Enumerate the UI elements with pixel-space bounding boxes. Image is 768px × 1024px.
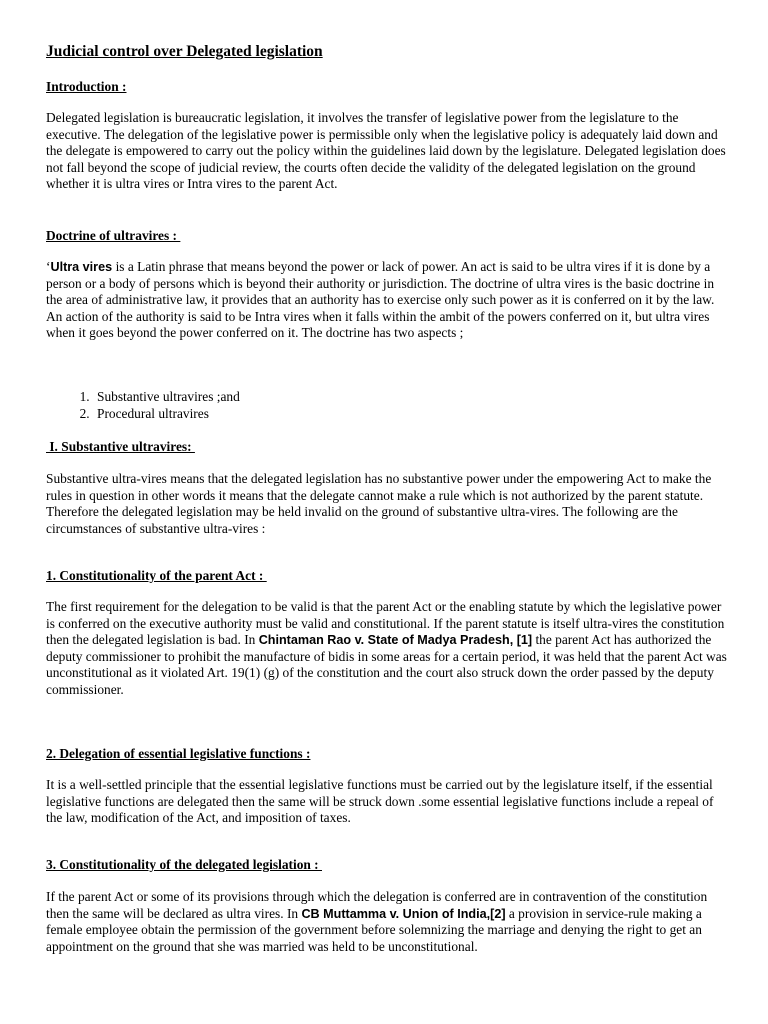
doctrine-paragraph [46,259,730,342]
doctrine-text: is a Latin phrase that means beyond the power or lack of power. An act is said to be ultra vires if it is done by a person or a body of persons which is beyond their authority or jurisdiction. The doctrine of ultra vires is the basic doctrine in the area of administrative law, it provides that an authority has to exercise only such power as it is conferred on it by the law. An action of the authority is said to be Intra vires when it falls within the ambit of the powers conferred on it, but ultra vires when it goes beyond the power conferred on it. The doctrine has two aspects ; [46,259,715,340]
section-3-heading: 3. Constitutionality of the delegated legislation : [46,857,322,872]
case-citation-chintaman: Chintaman Rao v. State of Madya Pradesh, [1] [258,633,533,647]
section-2-heading: 2. Delegation of essential legislative functions : [46,746,311,761]
section-3-text-a: If the parent Act or some of its provisions through which the delegation is conferred are in contravention of the constitution then the same will be declared as ultra vires. In [46,889,708,921]
case-citation-muttamma: CB Muttamma v. Union of India,[2] [301,906,506,921]
opening-quote: ‘ [46,259,51,274]
section-3-paragraph [46,889,730,955]
section-1-text-a: The first requirement for the delegation to be valid is that the parent Act or the enabling statute by which the legislative power is conferred on the executive authority must be valid and constitutional. If the parent statute is itself ultra-vires the constitution then the delegated legislation is bad. In [46,599,725,647]
section-1-paragraph [46,599,730,698]
list-item: 1. Substantive ultravires ;and [93,389,730,406]
list-item: 2. Procedural ultravires [93,406,730,423]
section-1-heading: 1. Constitutionality of the parent Act : [46,568,267,583]
section-3-text-b: a provision in service-rule making a female employee obtain the permission of the government before solemnizing the marriage and denying the right to get an appointment on the ground that she was married was held to be unconstitutional. [46,905,702,954]
aspects-list-block [46,389,730,422]
introduction-paragraph: Delegated legislation is bureaucratic legislation, it involves the transfer of legislative power from the legislature to the executive. The delegation of the legislative power is permissible only when the legislative policy is adequately laid down and the delegate is empowered to carry out the policy within the guidelines laid down by the legislature. Delegated legislation does not fall beyond the scope of judicial review, the courts often decide the validity of the delegated legislation on the ground whether it is ultra vires or Intra vires to the parent Act. [46,110,726,191]
substantive-paragraph: Substantive ultra-vires means that the delegated legislation has no substantive power under the empowering Act to make the rules in question in other words it means that the delegate cannot make a rule which is not authorized by the parent statute. Therefore the delegated legislation may be held invalid on the ground of substantive ultra-vires. The following are the circumstances of substantive ultra-vires : [46,471,712,536]
doctrine-heading: Doctrine of ultravires : [46,228,181,243]
introduction-heading: Introduction : [46,79,127,94]
ultra-vires-term: Ultra vires [50,260,116,274]
page-title: Judicial control over Delegated legislation [46,43,323,60]
aspects-list [46,389,730,422]
substantive-heading: I. Substantive ultravires: [46,439,195,454]
section-1-text-b: the parent Act has authorized the deputy commissioner to prohibit the manufacture of bidis in some areas for a certain period, it was held that the parent Act was unconstitutional as it violated Art. 19(1) (g) of the constitution and the court also struck down the order passed by the deputy commissioner. [46,632,727,697]
section-2-paragraph: It is a well-settled principle that the essential legislative functions must be carried out by the legislature itself, if the essential legislative functions are delegated then the same will be struck down .some essential legislative functions include a repeal of the law, modification of the Act, and imposition of taxes. [46,777,714,825]
